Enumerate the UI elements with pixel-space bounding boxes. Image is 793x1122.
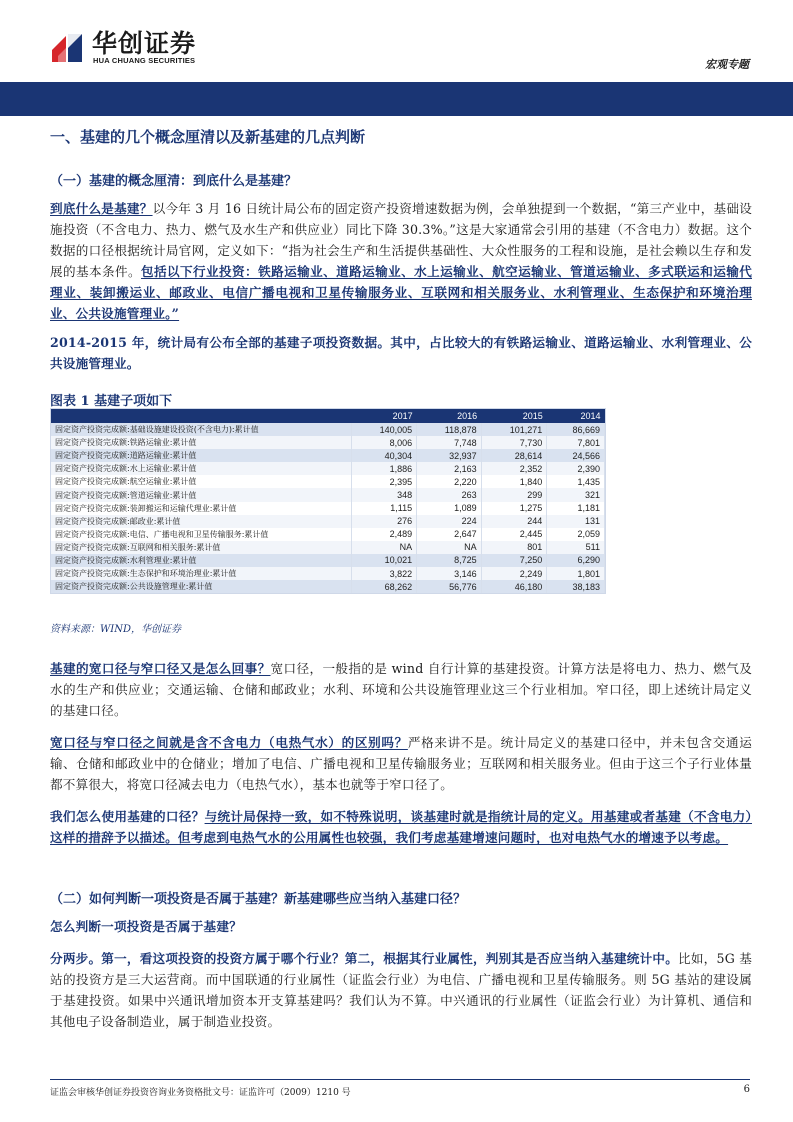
- value-cell: 28,614: [481, 449, 547, 462]
- row-label-cell: 固定资产投资完成额:铁路运输业:累计值: [51, 436, 351, 449]
- value-cell: 1,089: [417, 502, 482, 515]
- page-number: 6: [743, 1084, 750, 1095]
- value-cell: 2,249: [481, 567, 547, 580]
- value-cell: 101,271: [481, 423, 547, 436]
- usage-lead: 我们怎么使用基建的口径？: [50, 809, 205, 824]
- value-cell: 2,220: [417, 475, 482, 488]
- value-cell: 2,163: [417, 462, 482, 475]
- table-row: [51, 436, 605, 449]
- paragraph-what-is-infrastructure: [50, 198, 752, 324]
- paragraph-body: 宽口径，一般指的是 wind 自行计算的基建投资。计算方法是将电力、热力、燃气及水的生产和供应业；交通运输、仓储和邮政业；水利、环境和公共设施管理业这三个行业相加。窄口径，即上述统计局定义的基建口径。: [50, 661, 752, 718]
- usage-body: 与统计局保持一致，如不特殊说明，谈基建时就是指统计局的定义。用基建或者基建（不含电力）这样的措辞予以描述。但考虑到电热气水的公用属性也较强，我们考虑基建增速问题时，也对电热气水的增速予以考虑。: [50, 809, 752, 845]
- subsection-title-1: （一）基建的概念厘清：到底什么是基建？: [50, 174, 298, 189]
- paragraph-body: 以今年 3 月 16 日统计局公布的固定资产投资增速数据为例，会单独提到一个数据，“第三产业中，基础设施投资（不含电力、热力、燃气及水生产和供应业）同比下降 30.3%。”这是大家通常会引用的基建（不含电力）数据。这个数据的口径根据统计局官网，定义如下：“指为社会生产和生活提供基础性、大众性服务的工程和设施，是社会赖以生存和发展的基本条件。: [50, 201, 752, 279]
- table-row: [51, 528, 605, 541]
- subsection-title-2: （二）如何判断一项投资是否属于基建？新基建哪些应当纳入基建口径？: [50, 892, 467, 907]
- row-label-cell: 固定资产投资完成额:邮政业:累计值: [51, 515, 351, 528]
- value-cell: 7,801: [547, 436, 605, 449]
- value-cell: 2,647: [417, 528, 482, 541]
- paragraph-2014-2015: 2014-2015 年，统计局有公布全部的基建子项投资数据。其中，占比较大的有铁路运输业、道路运输业、水利管理业、公共设施管理业。: [50, 335, 752, 371]
- value-cell: 299: [481, 488, 547, 501]
- figure-title: 图表 1 基建子项如下: [50, 394, 173, 409]
- question-lead: 到底什么是基建？: [50, 201, 153, 216]
- steps-lead: 分两步。第一，看这项投资的投资方属于哪个行业？第二，根据其行业属性，判别其是否应当纳入基建统计中。: [50, 951, 679, 966]
- row-label-cell: 固定资产投资完成额:道路运输业:累计值: [51, 449, 351, 462]
- industry-list: 包括以下行业投资：铁路运输业、道路运输业、水上运输业、航空运输业、管道运输业、多式联运和运输代理业、装卸搬运业、邮政业、电信广播电视和卫星传输服务业、互联网和相关服务业、水利管理业、生态保护和环境治理业、公共设施管理业。”: [50, 264, 752, 321]
- paragraph-body: 严格来讲不是。统计局定义的基建口径中，并未包含交通运输、仓储和邮政业中的仓储业；增加了电信、广播电视和卫星传输服务业；互联网和相关服务业。但由于这三个子行业体量都不算很大，将宽口径减去电力（电热气水），基本也就等于窄口径了。: [50, 735, 752, 792]
- page-header: [0, 0, 793, 82]
- header-cell: 2017: [351, 409, 417, 423]
- row-label-cell: 固定资产投资完成额:互联网和相关服务:累计值: [51, 541, 351, 554]
- header-cell: 2016: [417, 409, 482, 423]
- value-cell: NA: [417, 541, 482, 554]
- value-cell: 1,886: [351, 462, 417, 475]
- table-row: [51, 462, 605, 475]
- value-cell: 38,183: [547, 580, 605, 593]
- table-row: [51, 423, 605, 436]
- value-cell: 32,937: [417, 449, 482, 462]
- value-cell: 8,006: [351, 436, 417, 449]
- value-cell: 56,776: [417, 580, 482, 593]
- question-lead: 宽口径与窄口径之间就是含不含电力（电热气水）的区别吗？: [50, 735, 408, 750]
- value-cell: 348: [351, 488, 417, 501]
- value-cell: NA: [351, 541, 417, 554]
- value-cell: 68,262: [351, 580, 417, 593]
- value-cell: 2,395: [351, 475, 417, 488]
- section-title: 一、基建的几个概念厘清以及新基建的几点判断: [50, 128, 366, 146]
- value-cell: 2,352: [481, 462, 547, 475]
- row-label-cell: 固定资产投资完成额:电信、广播电视和卫星传输服务:累计值: [51, 528, 351, 541]
- row-label-cell: 固定资产投资完成额:航空运输业:累计值: [51, 475, 351, 488]
- value-cell: 7,730: [481, 436, 547, 449]
- table-row: [51, 580, 605, 593]
- value-cell: 2,390: [547, 462, 605, 475]
- row-label-cell: 固定资产投资完成额:公共设施管理业:累计值: [51, 580, 351, 593]
- figure-source: 资料来源：WIND，华创证券: [50, 624, 181, 635]
- report-type-tag: 宏观专题: [705, 58, 749, 71]
- value-cell: 276: [351, 515, 417, 528]
- header-cell: 2014: [547, 409, 605, 423]
- value-cell: 3,146: [417, 567, 482, 580]
- value-cell: 1,840: [481, 475, 547, 488]
- row-label-cell: 固定资产投资完成额:装卸搬运和运输代理业:累计值: [51, 502, 351, 515]
- table-row: [51, 567, 605, 580]
- value-cell: 263: [417, 488, 482, 501]
- value-cell: 1,275: [481, 502, 547, 515]
- row-label-cell: 固定资产投资完成额:水上运输业:累计值: [51, 462, 351, 475]
- table-row: [51, 541, 605, 554]
- value-cell: 118,878: [417, 423, 482, 436]
- value-cell: 7,748: [417, 436, 482, 449]
- table-row: [51, 475, 605, 488]
- table-header-row: [51, 409, 605, 423]
- value-cell: 86,669: [547, 423, 605, 436]
- footer-rule: [50, 1079, 750, 1080]
- value-cell: 7,250: [481, 554, 547, 567]
- value-cell: 46,180: [481, 580, 547, 593]
- value-cell: 1,181: [547, 502, 605, 515]
- row-label-cell: 固定资产投资完成额:基础设施建设投资(不含电力):累计值: [51, 423, 351, 436]
- paragraph-wide-narrow: [50, 658, 752, 721]
- infrastructure-table: [50, 408, 606, 594]
- table-row: [51, 554, 605, 567]
- value-cell: 511: [547, 541, 605, 554]
- row-label-cell: 固定资产投资完成额:管道运输业:累计值: [51, 488, 351, 501]
- paragraph-body: 比如，5G 基站的投资方是三大运营商。而中国联通的行业属性（证监会行业）为电信、广播电视和卫星传输服务。则 5G 基站的建设属于基建投资。如果中兴通讯增加资本开支算基建吗？我们认为不算。中兴通讯的行业属性（证监会行业）为计算机、通信和其他电子设备制造业，属于制造业投资。: [50, 951, 752, 1029]
- value-cell: 6,290: [547, 554, 605, 567]
- row-label-cell: 固定资产投资完成额:水利管理业:累计值: [51, 554, 351, 567]
- value-cell: 2,445: [481, 528, 547, 541]
- value-cell: 321: [547, 488, 605, 501]
- table-row: [51, 515, 605, 528]
- value-cell: 224: [417, 515, 482, 528]
- value-cell: 1,435: [547, 475, 605, 488]
- row-label-cell: 固定资产投资完成额:生态保护和环境治理业:累计值: [51, 567, 351, 580]
- value-cell: 1,115: [351, 502, 417, 515]
- value-cell: 3,822: [351, 567, 417, 580]
- table-row: [51, 488, 605, 501]
- paragraph-two-steps: [50, 948, 752, 1032]
- value-cell: 801: [481, 541, 547, 554]
- value-cell: 8,725: [417, 554, 482, 567]
- paragraph-difference: [50, 732, 752, 795]
- value-cell: 24,566: [547, 449, 605, 462]
- table-row: [51, 502, 605, 515]
- value-cell: 1,801: [547, 567, 605, 580]
- value-cell: 10,021: [351, 554, 417, 567]
- header-band: [0, 82, 793, 116]
- company-logo: [50, 30, 250, 70]
- value-cell: 2,489: [351, 528, 417, 541]
- value-cell: 40,304: [351, 449, 417, 462]
- value-cell: 140,005: [351, 423, 417, 436]
- paragraph-usage: [50, 806, 752, 848]
- logo-mark-icon: [50, 30, 84, 64]
- value-cell: 131: [547, 515, 605, 528]
- table-row: [51, 449, 605, 462]
- header-cell: [51, 409, 351, 423]
- footer-disclaimer: 证监会审核华创证券投资咨询业务资格批文号：证监许可（2009）1210 号: [50, 1088, 351, 1098]
- question-lead: 基建的宽口径与窄口径又是怎么回事？: [50, 661, 271, 676]
- header-cell: 2015: [481, 409, 547, 423]
- paragraph-how-to-judge: 怎么判断一项投资是否属于基建？: [50, 919, 242, 934]
- logo-english-name: HUA CHUANG SECURITIES: [93, 56, 196, 65]
- value-cell: 244: [481, 515, 547, 528]
- value-cell: 2,059: [547, 528, 605, 541]
- logo-chinese-name: 华创证券: [92, 29, 197, 58]
